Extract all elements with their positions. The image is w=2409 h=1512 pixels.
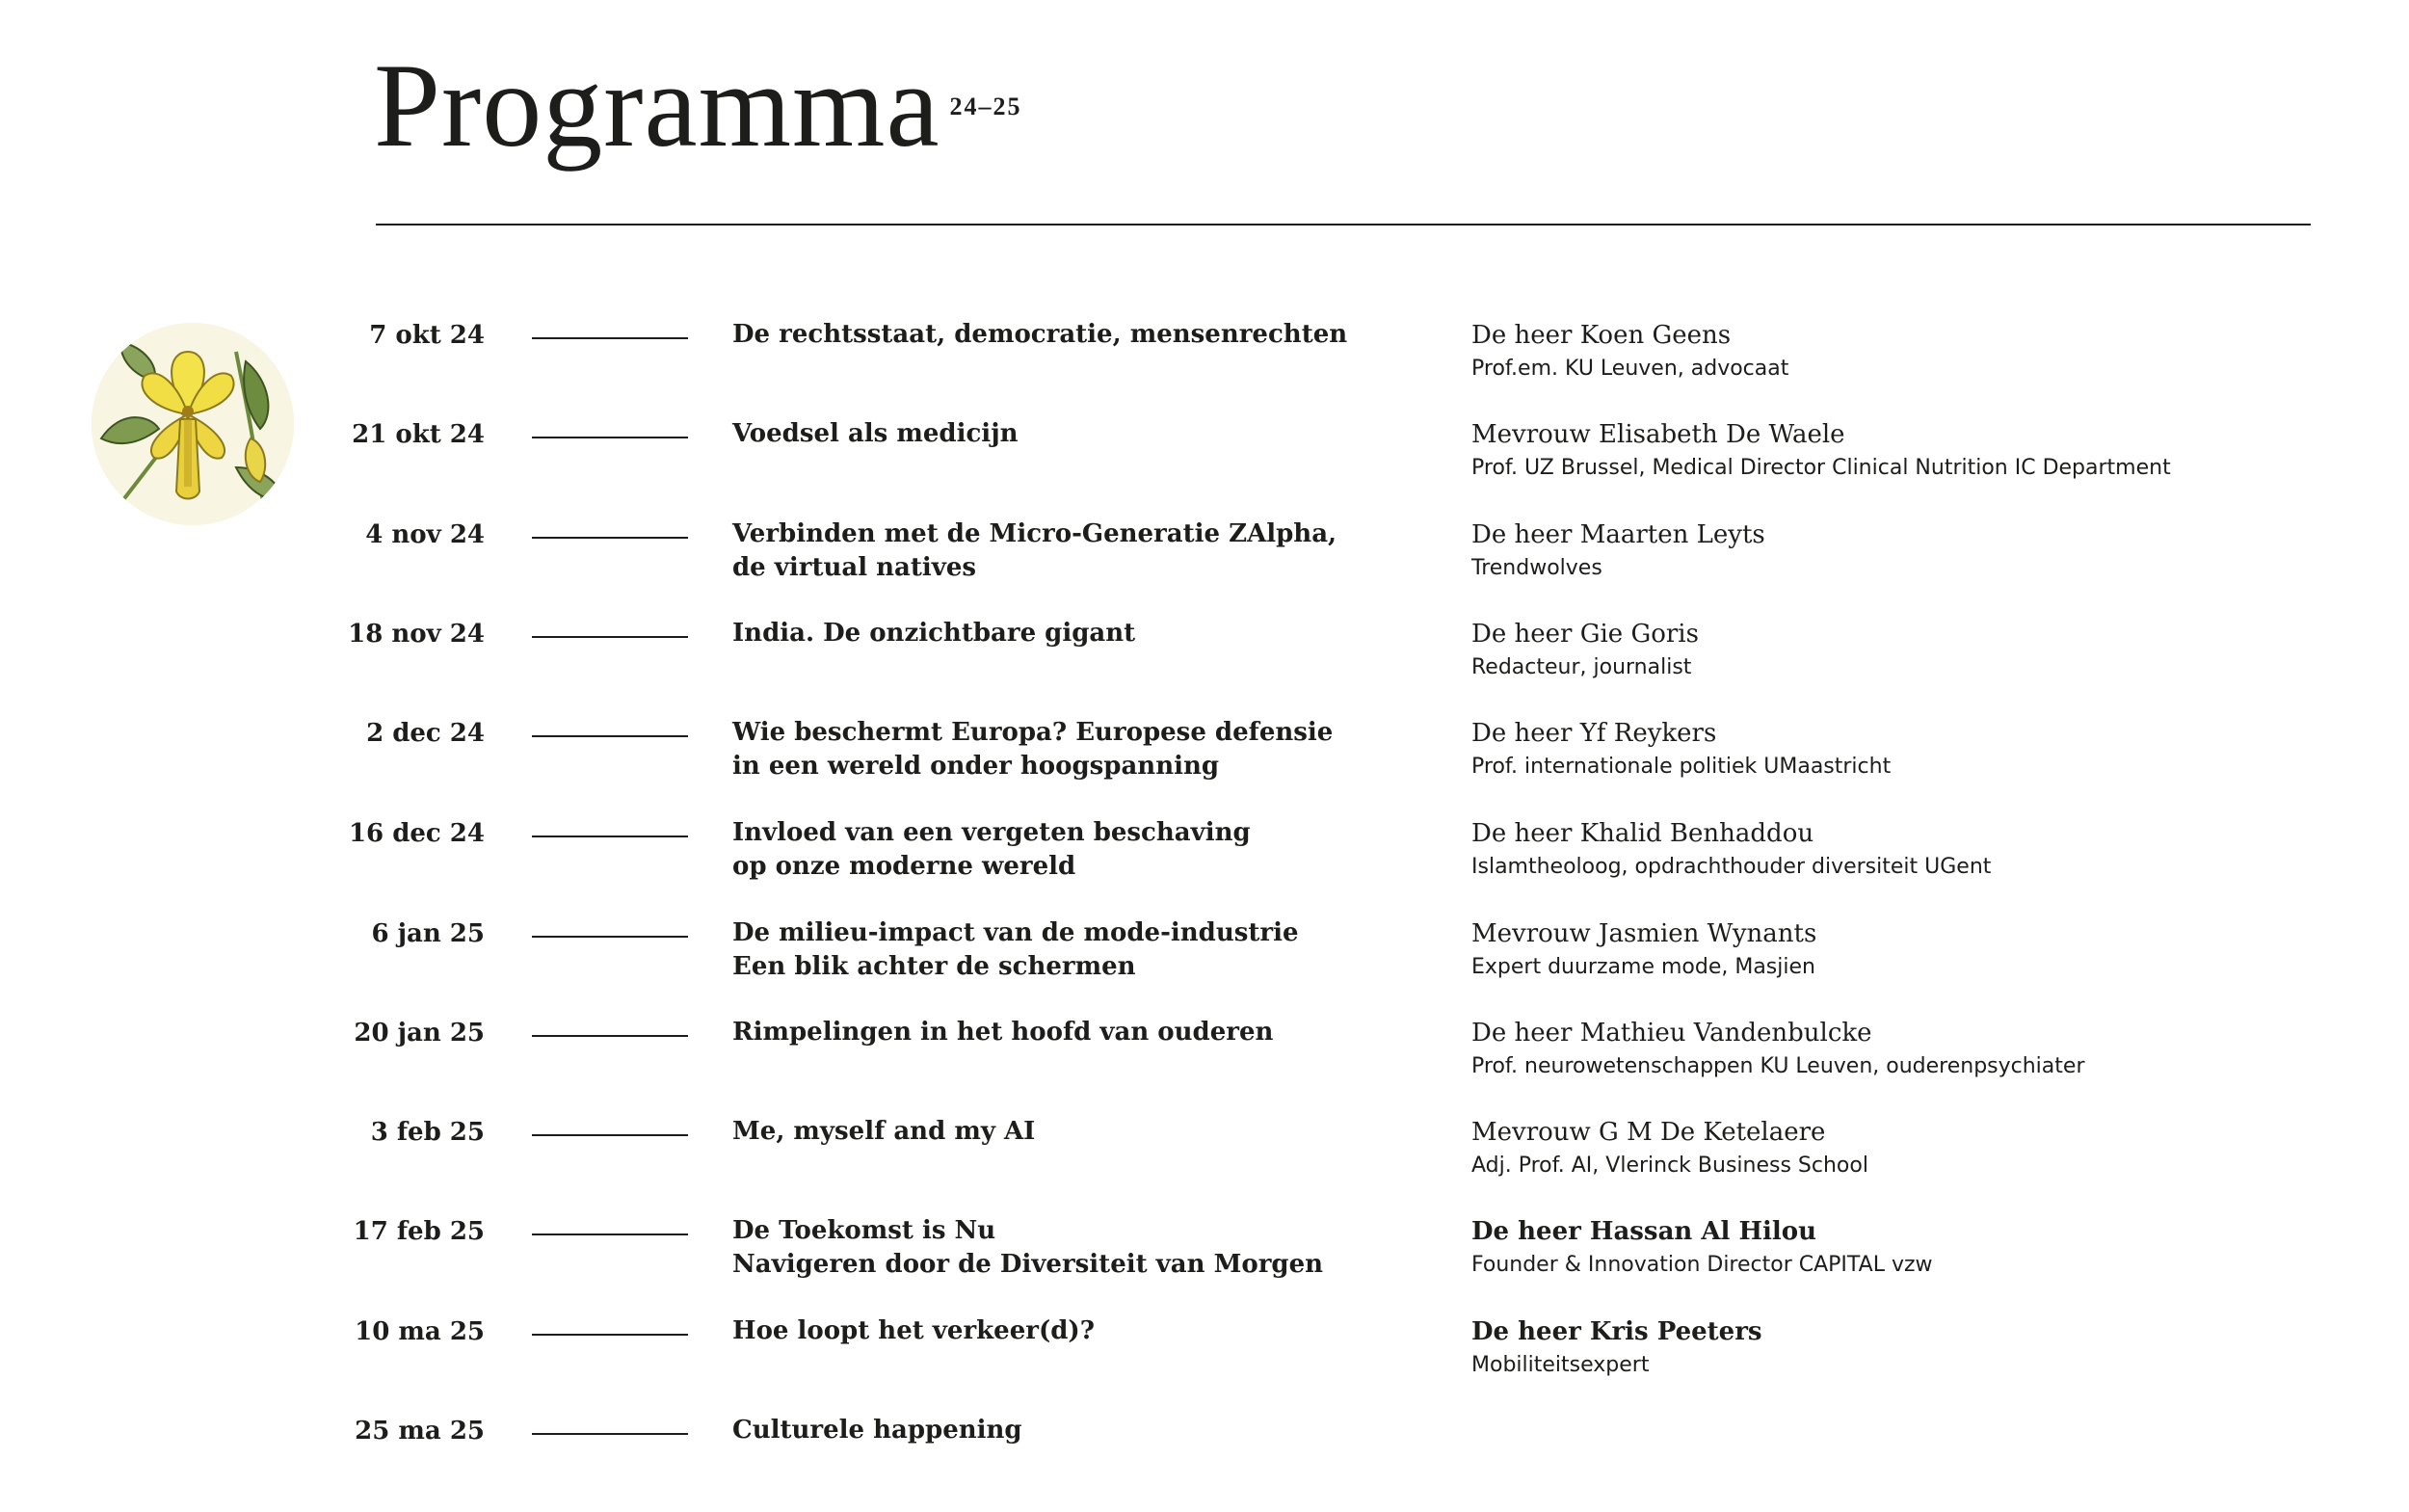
session-topic — [732, 1115, 1407, 1149]
speaker-name: De heer Koen Geens — [1471, 321, 1732, 350]
speaker-name: De heer Khalid Benhaddou — [1471, 819, 1814, 848]
session-date: 16 dec 24 — [348, 819, 485, 848]
speaker-role: Prof. UZ Brussel, Medical Director Clinical Nutrition IC Department — [1471, 456, 2171, 480]
speaker-name: De heer Kris Peeters — [1471, 1317, 1762, 1346]
row-divider-line — [532, 537, 688, 539]
session-date: 6 jan 25 — [371, 919, 485, 948]
row-divider-line — [532, 636, 688, 638]
session-topic — [732, 1214, 1407, 1282]
row-divider-line — [532, 836, 688, 837]
speaker-name: De heer Mathieu Vandenbulcke — [1471, 1019, 1872, 1048]
session-topic-line: Wie beschermt Europa? Europese defensie — [732, 718, 1334, 747]
program-row — [0, 517, 2409, 614]
session-topic-line: De Toekomst is Nu — [732, 1216, 996, 1245]
row-divider-line — [532, 936, 688, 938]
session-topic-line: Voedsel als medicijn — [732, 419, 1019, 448]
speaker-name: De heer Maarten Leyts — [1471, 520, 1765, 549]
session-date: 17 feb 25 — [353, 1217, 485, 1246]
row-divider-line — [532, 1233, 688, 1235]
speaker-role: Redacteur, journalist — [1471, 655, 1692, 679]
session-topic — [732, 517, 1407, 585]
program-row — [0, 816, 2409, 913]
session-topic-line: op onze moderne wereld — [732, 852, 1076, 881]
program-row — [0, 1314, 2409, 1411]
page-header — [374, 40, 1022, 172]
session-topic — [732, 1016, 1407, 1049]
speaker-name: De heer Hassan Al Hilou — [1471, 1217, 1817, 1246]
speaker-role: Adj. Prof. AI, Vlerinck Business School — [1471, 1154, 1868, 1178]
session-topic — [732, 318, 1407, 352]
session-date: 21 okt 24 — [352, 420, 485, 449]
row-divider-line — [532, 1433, 688, 1435]
session-topic — [732, 1414, 1407, 1447]
session-topic — [732, 916, 1407, 984]
row-divider-line — [532, 337, 688, 339]
session-topic — [732, 816, 1407, 884]
speaker-role: Prof. internationale politiek UMaastricht — [1471, 755, 1892, 779]
session-topic-line: Een blik achter de schermen — [732, 952, 1136, 981]
program-row — [0, 1016, 2409, 1112]
session-date: 2 dec 24 — [366, 719, 485, 748]
session-date: 25 ma 25 — [355, 1417, 485, 1446]
program-row — [0, 1214, 2409, 1311]
row-divider-line — [532, 437, 688, 438]
row-divider-line — [532, 1134, 688, 1136]
session-topic — [732, 417, 1407, 451]
session-topic-line: in een wereld onder hoogspanning — [732, 752, 1220, 781]
row-divider-line — [532, 1035, 688, 1037]
speaker-role: Founder & Innovation Director CAPITAL vzw — [1471, 1253, 1933, 1277]
session-topic-line: India. De onzichtbare gigant — [732, 619, 1136, 648]
program-row — [0, 617, 2409, 713]
program-row — [0, 716, 2409, 812]
session-date: 20 jan 25 — [354, 1019, 485, 1048]
session-topic — [732, 716, 1407, 783]
session-topic — [732, 617, 1407, 650]
speaker-role: Trendwolves — [1471, 556, 1602, 580]
speaker-name: De heer Yf Reykers — [1471, 719, 1717, 748]
speaker-role: Mobiliteitsexpert — [1471, 1353, 1650, 1377]
session-topic-line: De milieu-impact van de mode-industrie — [732, 918, 1299, 947]
session-topic-line: Culturele happening — [732, 1416, 1022, 1445]
session-topic-line: Invloed van een vergeten beschaving — [732, 818, 1251, 847]
speaker-name: De heer Gie Goris — [1471, 620, 1699, 649]
session-topic — [732, 1314, 1407, 1348]
speaker-role: Prof. neurowetenschappen KU Leuven, ouderenpsychiater — [1471, 1054, 2085, 1078]
speaker-role: Prof.em. KU Leuven, advocaat — [1471, 357, 1789, 381]
session-date: 4 nov 24 — [365, 520, 485, 549]
session-date: 3 feb 25 — [370, 1118, 485, 1147]
session-topic-line: Navigeren door de Diversiteit van Morgen — [732, 1250, 1324, 1279]
program-row — [0, 1115, 2409, 1211]
speaker-role: Expert duurzame mode, Masjien — [1471, 955, 1815, 979]
speaker-role: Islamtheoloog, opdrachthouder diversiteit UGent — [1471, 855, 1992, 879]
session-topic-line: Verbinden met de Micro-Generatie ZAlpha, — [732, 519, 1337, 548]
program-row — [0, 916, 2409, 1013]
row-divider-line — [532, 735, 688, 737]
session-date: 10 ma 25 — [355, 1317, 485, 1346]
row-divider-line — [532, 1334, 688, 1336]
session-topic-line: Me, myself and my AI — [732, 1117, 1036, 1146]
header-divider — [376, 224, 2311, 225]
program-row — [0, 417, 2409, 514]
session-date: 18 nov 24 — [348, 620, 485, 649]
session-topic-line: De rechtsstaat, democratie, mensenrechten — [732, 320, 1348, 349]
speaker-name: Mevrouw Jasmien Wynants — [1471, 919, 1817, 948]
season-label: 24–25 — [949, 93, 1022, 120]
program-row — [0, 1414, 2409, 1510]
speaker-name: Mevrouw G M De Ketelaere — [1471, 1118, 1826, 1147]
speaker-name: Mevrouw Elisabeth De Waele — [1471, 420, 1845, 449]
session-topic-line: Hoe loopt het verkeer(d)? — [732, 1316, 1095, 1345]
session-topic-line: de virtual natives — [732, 553, 977, 582]
session-date: 7 okt 24 — [369, 321, 485, 350]
page-title: Programma — [374, 40, 940, 172]
session-topic-line: Rimpelingen in het hoofd van ouderen — [732, 1018, 1274, 1047]
program-row — [0, 318, 2409, 414]
